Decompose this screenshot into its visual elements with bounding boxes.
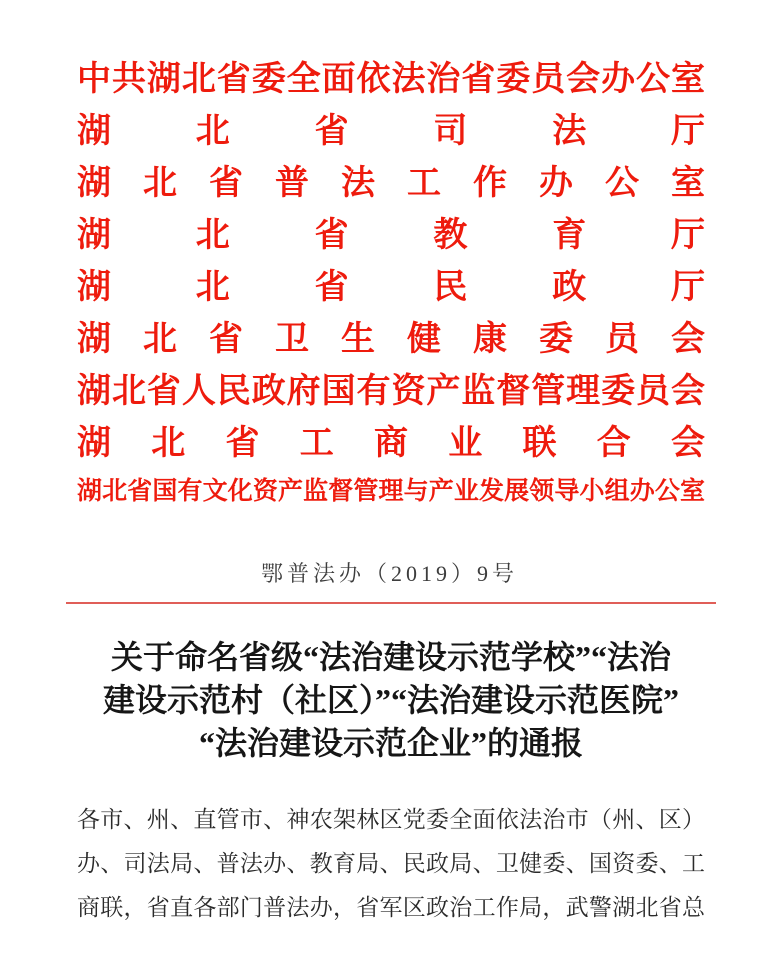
letterhead-org-3: 湖北省普法工作办公室 <box>77 165 705 202</box>
letterhead-org-7: 湖北省人民政府国有资产监督管理委员会 <box>77 373 705 410</box>
letterhead-org-5: 湖北省民政厅 <box>77 269 705 306</box>
body-line-1: 各市、州、直管市、神农架林区党委全面依法治市（州、区） <box>77 807 705 832</box>
letterhead-org-8: 湖北省工商业联合会 <box>77 425 705 462</box>
document-number: 鄂普法办（2019）9号 <box>260 561 518 586</box>
document-body <box>0 798 779 930</box>
title-line-3: “法治建设示范企业”的通报 <box>198 725 583 761</box>
letterhead-org-1: 中共湖北省委全面依法治省委员会办公室 <box>77 61 705 98</box>
letterhead-org-6: 湖北省卫生健康委员会 <box>77 321 705 358</box>
letterhead-org-2: 湖北省司法厅 <box>77 113 705 150</box>
letterhead-org-4: 湖北省教育厅 <box>77 217 705 254</box>
title-line-2: 建设示范村（社区）”“法治建设示范医院” <box>102 682 679 718</box>
document-title <box>77 636 705 765</box>
title-line-1: 关于命名省级“法治建设示范学校”“法治 <box>110 639 671 675</box>
body-line-2: 办、司法局、普法办、教育局、民政局、卫健委、国资委、工 <box>77 851 705 876</box>
letterhead-org-9: 湖北省国有文化资产监督管理与产业发展领导小组办公室 <box>77 478 705 505</box>
body-line-3: 商联，省直各部门普法办，省军区政治工作局，武警湖北省总 <box>77 895 705 920</box>
red-divider-line <box>66 602 716 604</box>
